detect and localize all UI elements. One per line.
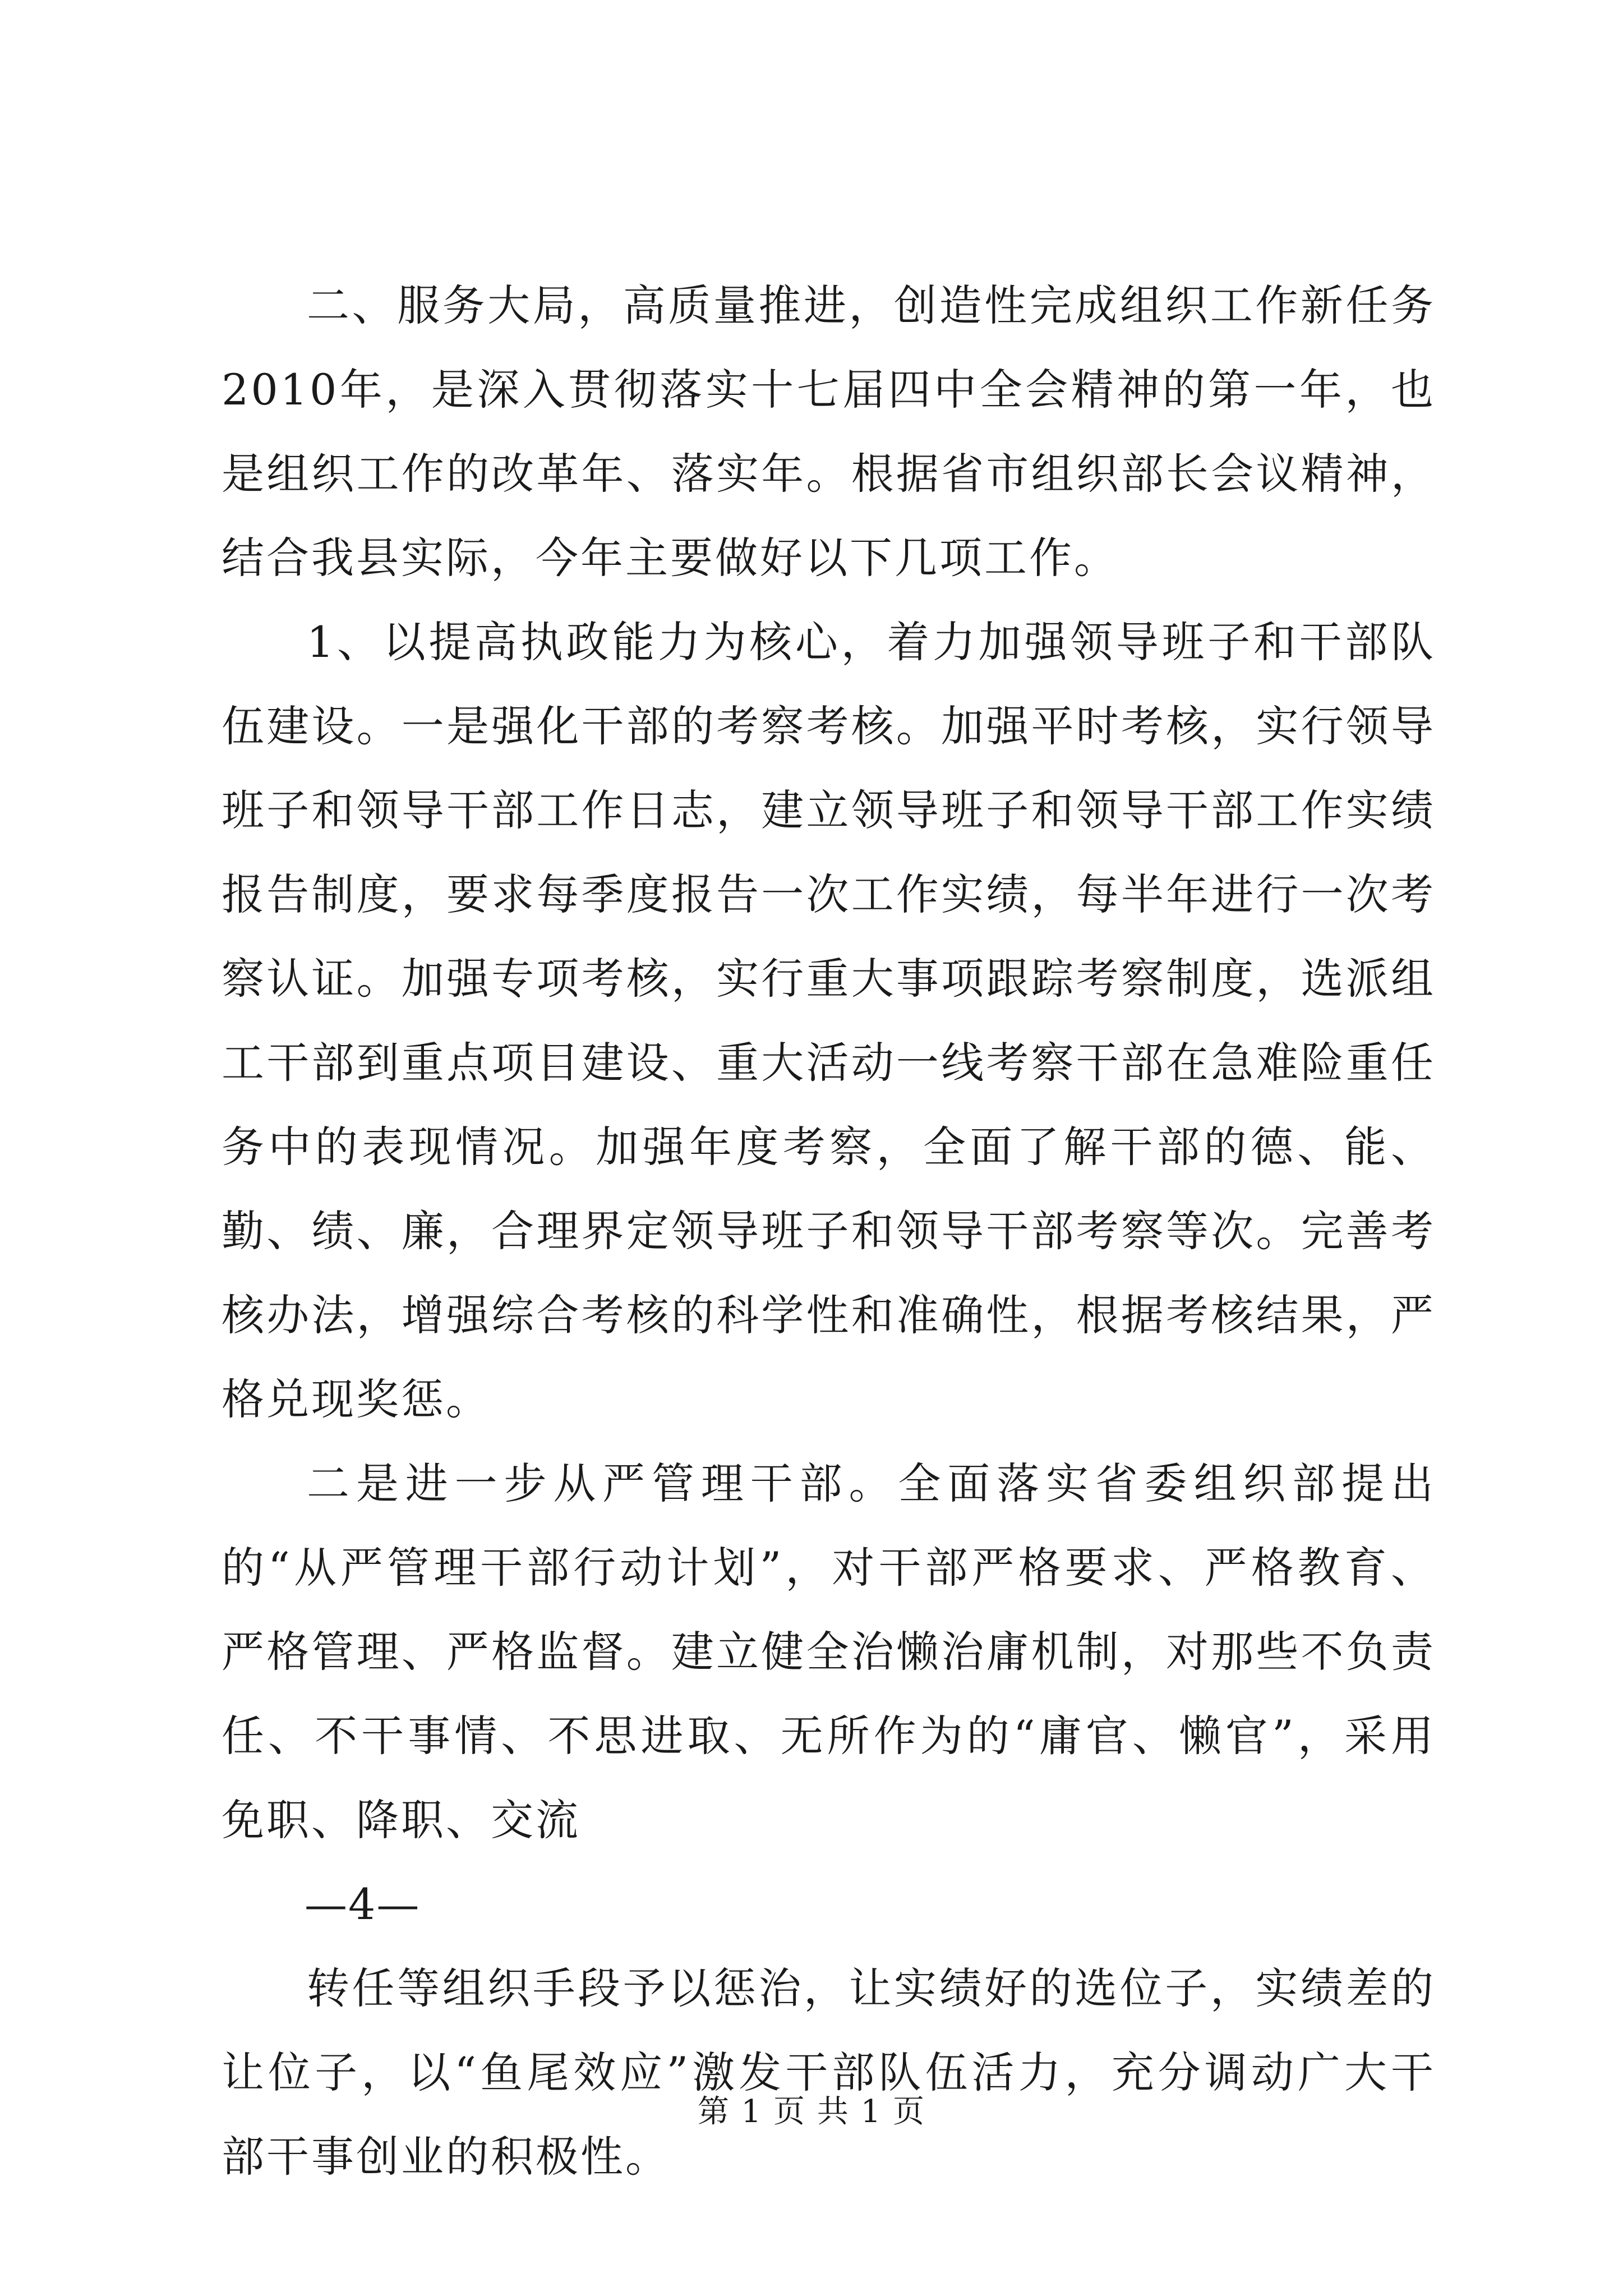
document-body <box>222 264 1436 2199</box>
inline-page-marker: —4— <box>305 1879 421 1929</box>
paragraph-continuation: 转任等组织手段予以惩治，让实绩好的选位子，实绩差的让位子，以“鱼尾效应”激发干部队伍活力，充分调动广大干部干事创业的积极性。 <box>222 1963 1436 2182</box>
paragraph-intro: 二、服务大局，高质量推进，创造性完成组织工作新任务2010年，是深入贯彻落实十七届四中全会精神的第一年，也是组织工作的改革年、落实年。根据省市组织部长会议精神，结合我县实际，今年主要做好以下几项工作。 <box>222 280 1436 583</box>
paragraph-leadership-building: 1、以提高执政能力为核心，着力加强领导班子和干部队伍建设。一是强化干部的考察考核。加强平时考核，实行领导班子和领导干部工作日志，建立领导班子和领导干部工作实绩报告制度，要求每季度报告一次工作实绩，每半年进行一次考察认证。加强专项考核，实行重大事项跟踪考察制度，选派组工干部到重点项目建设、重大活动一线考察干部在急难险重任务中的表现情况。加强年度考察，全面了解干部的德、能、勤、绩、廉，合理界定领导班子和领导干部考察等次。完善考核办法，增强综合考核的科学性和准确性，根据考核结果，严格兑现奖惩。 <box>222 617 1436 1424</box>
paragraph-strict-management: 二是进一步从严管理干部。全面落实省委组织部提出的“从严管理干部行动计划”，对干部严格要求、严格教育、严格管理、严格监督。建立健全治懒治庸机制，对那些不负责任、不干事情、不思进取、无所作为的“庸官、懒官”，采用免职、降职、交流 <box>222 1458 1436 1845</box>
page-footer: 第 1 页 共 1 页 <box>697 2093 926 2130</box>
